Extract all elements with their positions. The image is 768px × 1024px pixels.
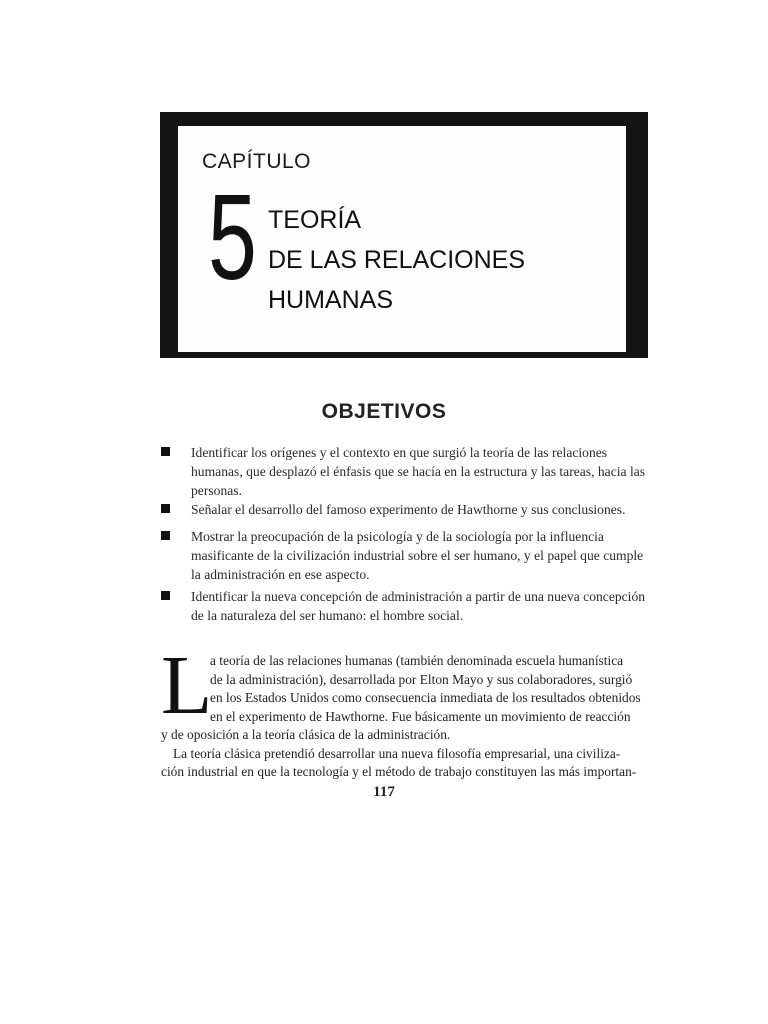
- objective-item: [161, 587, 655, 627]
- chapter-title-line: DE LAS RELACIONES: [268, 246, 526, 274]
- drop-cap: L: [161, 639, 213, 732]
- objective-item: [161, 527, 655, 587]
- bullet-icon: [161, 591, 170, 600]
- bullet-icon: [161, 531, 170, 540]
- objective-text: Identificar los orígenes y el contexto en que surgió la teoría de las relaciones humanas, que desplazó el énfasis que se hacía en la estructura y las tareas, hacia las personas.: [191, 445, 646, 498]
- objective-text: Mostrar la preocupación de la psicología y de la sociología por la influencia masificante de la civilización industrial sobre el ser humano, y el papel que cumple la administración en ese aspecto.: [191, 529, 644, 582]
- body-line: en el experimento de Hawthorne. Fue básicamente un movimiento de reacción: [210, 708, 631, 724]
- objective-item: [161, 500, 655, 522]
- body-line: a teoría de las relaciones humanas (también denominada escuela humanística: [210, 653, 624, 668]
- page-number: 117: [373, 784, 395, 800]
- body-line: en los Estados Unidos como consecuencia inmediata de los resultados obtenidos: [210, 690, 641, 705]
- chapter-label: CAPÍTULO: [202, 150, 312, 173]
- objective-text: Identificar la nueva concepción de administración a partir de una nueva concepción de la naturaleza del ser humano: el hombre social.: [191, 589, 646, 623]
- body-line: ción industrial en que la tecnología y el método de trabajo constituyen las más importan-: [161, 764, 637, 779]
- chapter-title-line: HUMANAS: [268, 286, 394, 314]
- objective-text: Señalar el desarrollo del famoso experimento de Hawthorne y sus conclusiones.: [191, 502, 626, 517]
- bullet-icon: [161, 447, 170, 456]
- objectives-heading: OBJETIVOS: [321, 400, 447, 423]
- objective-item: [161, 443, 655, 503]
- chapter-number: 5: [208, 169, 257, 305]
- body-line: La teoría clásica pretendió desarrollar una nueva filosofía empresarial, una civiliza-: [173, 745, 621, 761]
- chapter-title-line: TEORÍA: [268, 206, 362, 234]
- chapter-header-panel: [178, 126, 626, 352]
- body-line: y de oposición a la teoría clásica de la administración.: [161, 727, 451, 742]
- bullet-icon: [161, 504, 170, 513]
- chapter-title: [268, 200, 525, 320]
- chapter-header-frame: [160, 112, 648, 358]
- body-line: de la administración), desarrollada por Elton Mayo y sus colaboradores, surgió: [210, 671, 633, 687]
